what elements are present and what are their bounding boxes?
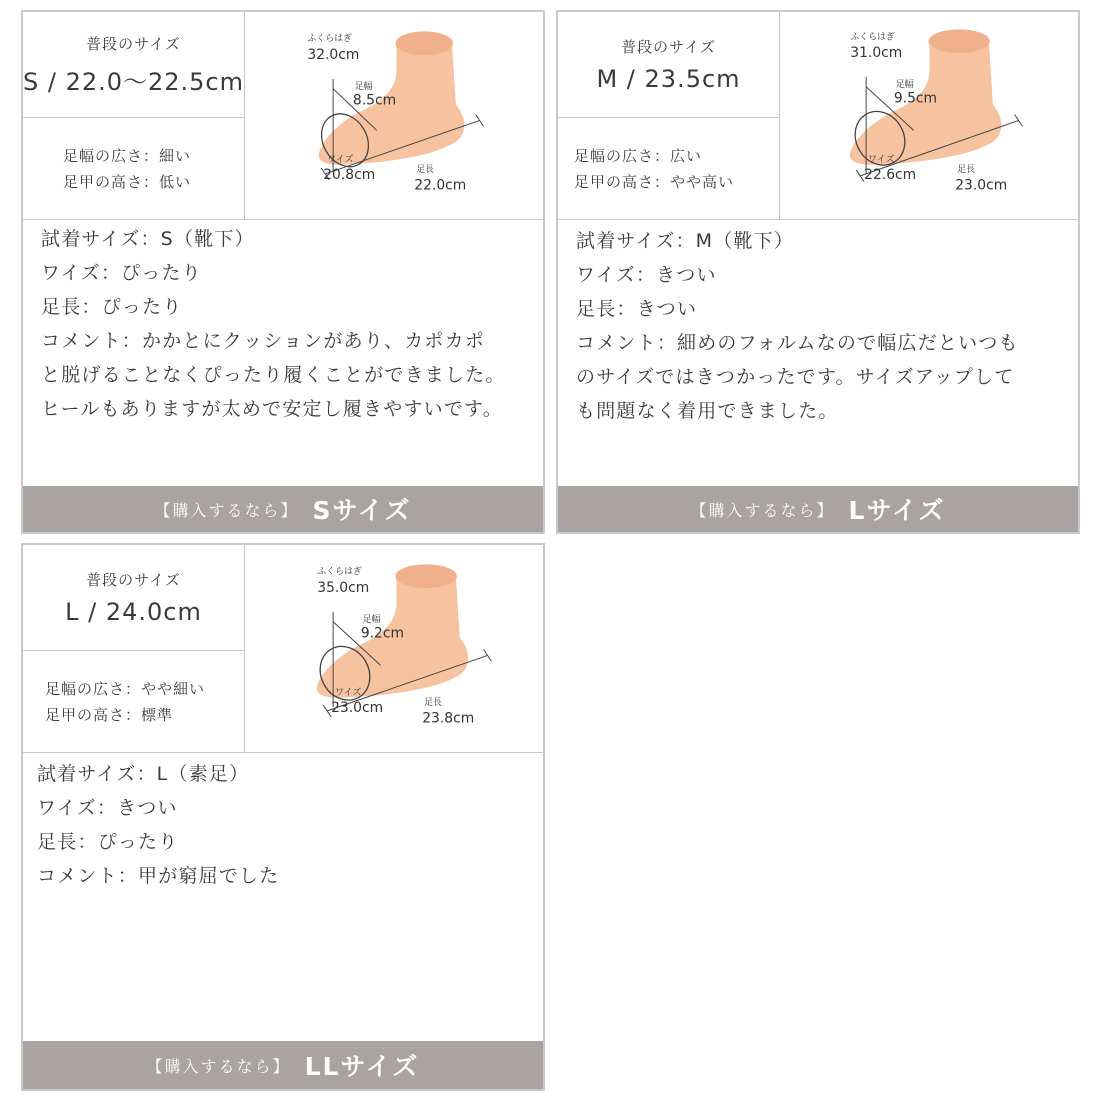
width-fit: 足幅の広さ：やや細い <box>45 679 206 698</box>
usual-size-cell <box>558 12 780 118</box>
review-card-3 <box>21 543 545 1091</box>
length-value: 23.0cm <box>955 177 1008 194</box>
recommend-prefix: 【購入するなら】 <box>154 500 299 520</box>
ball-width-label: 足幅 <box>362 614 381 625</box>
calf-top <box>395 31 452 55</box>
foot-measurement-diagram <box>781 12 1078 219</box>
calf-top <box>395 564 456 588</box>
girth-label: ワイズ <box>868 155 895 166</box>
comment-line: のサイズではきつかったです。サイズアップして <box>576 366 1015 388</box>
trial-length: 足長：ぴったり <box>37 831 179 853</box>
foot-shape-cell <box>558 118 780 219</box>
length-tick-left <box>856 170 864 182</box>
card-header <box>23 545 543 753</box>
calf-top <box>929 29 990 53</box>
length-value: 23.8cm <box>422 710 475 727</box>
card-header <box>23 12 543 220</box>
foot-shape-cell <box>23 118 245 219</box>
calf-label: ふくらはぎ <box>317 567 362 578</box>
recommend-prefix: 【購入するなら】 <box>690 500 835 520</box>
length-tick-right <box>476 115 484 127</box>
comment-line: コメント：かかとにクッションがあり、カポカポ <box>41 330 486 352</box>
length-label: 足長 <box>424 697 443 708</box>
girth-label: ワイズ <box>335 688 362 699</box>
usual-size-caption: 普段のサイズ <box>621 38 716 56</box>
length-value: 22.0cm <box>414 177 467 194</box>
trial-notes <box>576 224 1072 428</box>
recommend-size: Lサイズ <box>848 496 946 525</box>
tried-size: 試着サイズ：L（素足） <box>37 763 250 785</box>
instep-fit: 足甲の高さ：やや高い <box>574 172 735 191</box>
comment-line: ヒールもありますが太めで安定し履きやすいです。 <box>41 398 503 420</box>
ball-width-value: 8.5cm <box>352 92 397 109</box>
length-tick-right <box>1015 115 1023 127</box>
girth-label: ワイズ <box>327 155 354 166</box>
width-fit: 足幅の広さ：細い <box>63 146 192 165</box>
ball-width-value: 9.5cm <box>893 90 938 107</box>
usual-size-caption: 普段のサイズ <box>86 34 181 53</box>
usual-size-value: S / 22.0〜22.5cm <box>22 67 245 96</box>
trial-length: 足長：ぴったり <box>41 296 183 318</box>
trial-width: ワイズ：きつい <box>37 797 178 819</box>
trial-length: 足長：きつい <box>576 298 698 320</box>
comment-line: も問題なく着用できました。 <box>576 400 839 422</box>
calf-label: ふくらはぎ <box>850 32 895 43</box>
foot-measurement-diagram <box>246 545 543 752</box>
ball-width-label: 足幅 <box>354 81 373 92</box>
usual-size-cell <box>23 545 245 651</box>
instep-fit: 足甲の高さ：標準 <box>45 705 174 724</box>
trial-notes <box>37 757 537 893</box>
calf-value: 31.0cm <box>850 45 903 62</box>
trial-width: ワイズ：きつい <box>576 264 717 286</box>
recommendation-bar <box>558 486 1078 532</box>
card-header <box>558 12 1078 220</box>
foot-measurement-diagram <box>246 12 543 219</box>
length-label: 足長 <box>957 164 976 175</box>
trial-width: ワイズ：ぴったり <box>41 262 202 284</box>
length-tick-left <box>323 705 331 717</box>
usual-size-value: L / 24.0cm <box>65 598 202 626</box>
foot-shape-cell <box>23 651 245 752</box>
girth-value: 22.6cm <box>864 166 917 183</box>
trial-notes <box>41 222 537 426</box>
recommendation-bar <box>23 486 543 532</box>
tried-size: 試着サイズ：M（靴下） <box>576 230 795 252</box>
width-fit: 足幅の広さ：広い <box>574 146 703 165</box>
girth-value: 23.0cm <box>331 699 384 716</box>
usual-size-cell <box>23 12 245 118</box>
recommend-size: LLサイズ <box>304 1052 420 1081</box>
ball-width-value: 9.2cm <box>360 625 405 642</box>
length-label: 足長 <box>416 164 435 175</box>
comment-line: コメント：細めのフォルムなので幅広だといつも <box>576 332 1019 354</box>
recommend-size: Sサイズ <box>312 496 412 525</box>
girth-value: 20.8cm <box>323 166 376 183</box>
calf-label: ふくらはぎ <box>307 34 352 45</box>
ball-width-label: 足幅 <box>895 79 914 90</box>
calf-value: 32.0cm <box>307 47 360 64</box>
usual-size-caption: 普段のサイズ <box>86 571 181 589</box>
recommendation-bar <box>23 1041 543 1089</box>
calf-value: 35.0cm <box>317 580 370 597</box>
foot-illustration <box>246 12 543 219</box>
usual-size-value: M / 23.5cm <box>596 65 741 93</box>
review-card-1 <box>21 10 545 534</box>
tried-size: 試着サイズ：S（靴下） <box>41 228 255 250</box>
foot-illustration <box>781 12 1078 219</box>
recommend-prefix: 【購入するなら】 <box>146 1056 291 1076</box>
length-tick-right <box>484 649 492 661</box>
instep-fit: 足甲の高さ：低い <box>63 172 192 191</box>
comment-line: と脱げることなくぴったり履くことができました。 <box>41 364 506 386</box>
foot-illustration <box>246 545 543 752</box>
comment-line: コメント：甲が窮屈でした <box>37 865 280 887</box>
review-card-2 <box>556 10 1080 534</box>
